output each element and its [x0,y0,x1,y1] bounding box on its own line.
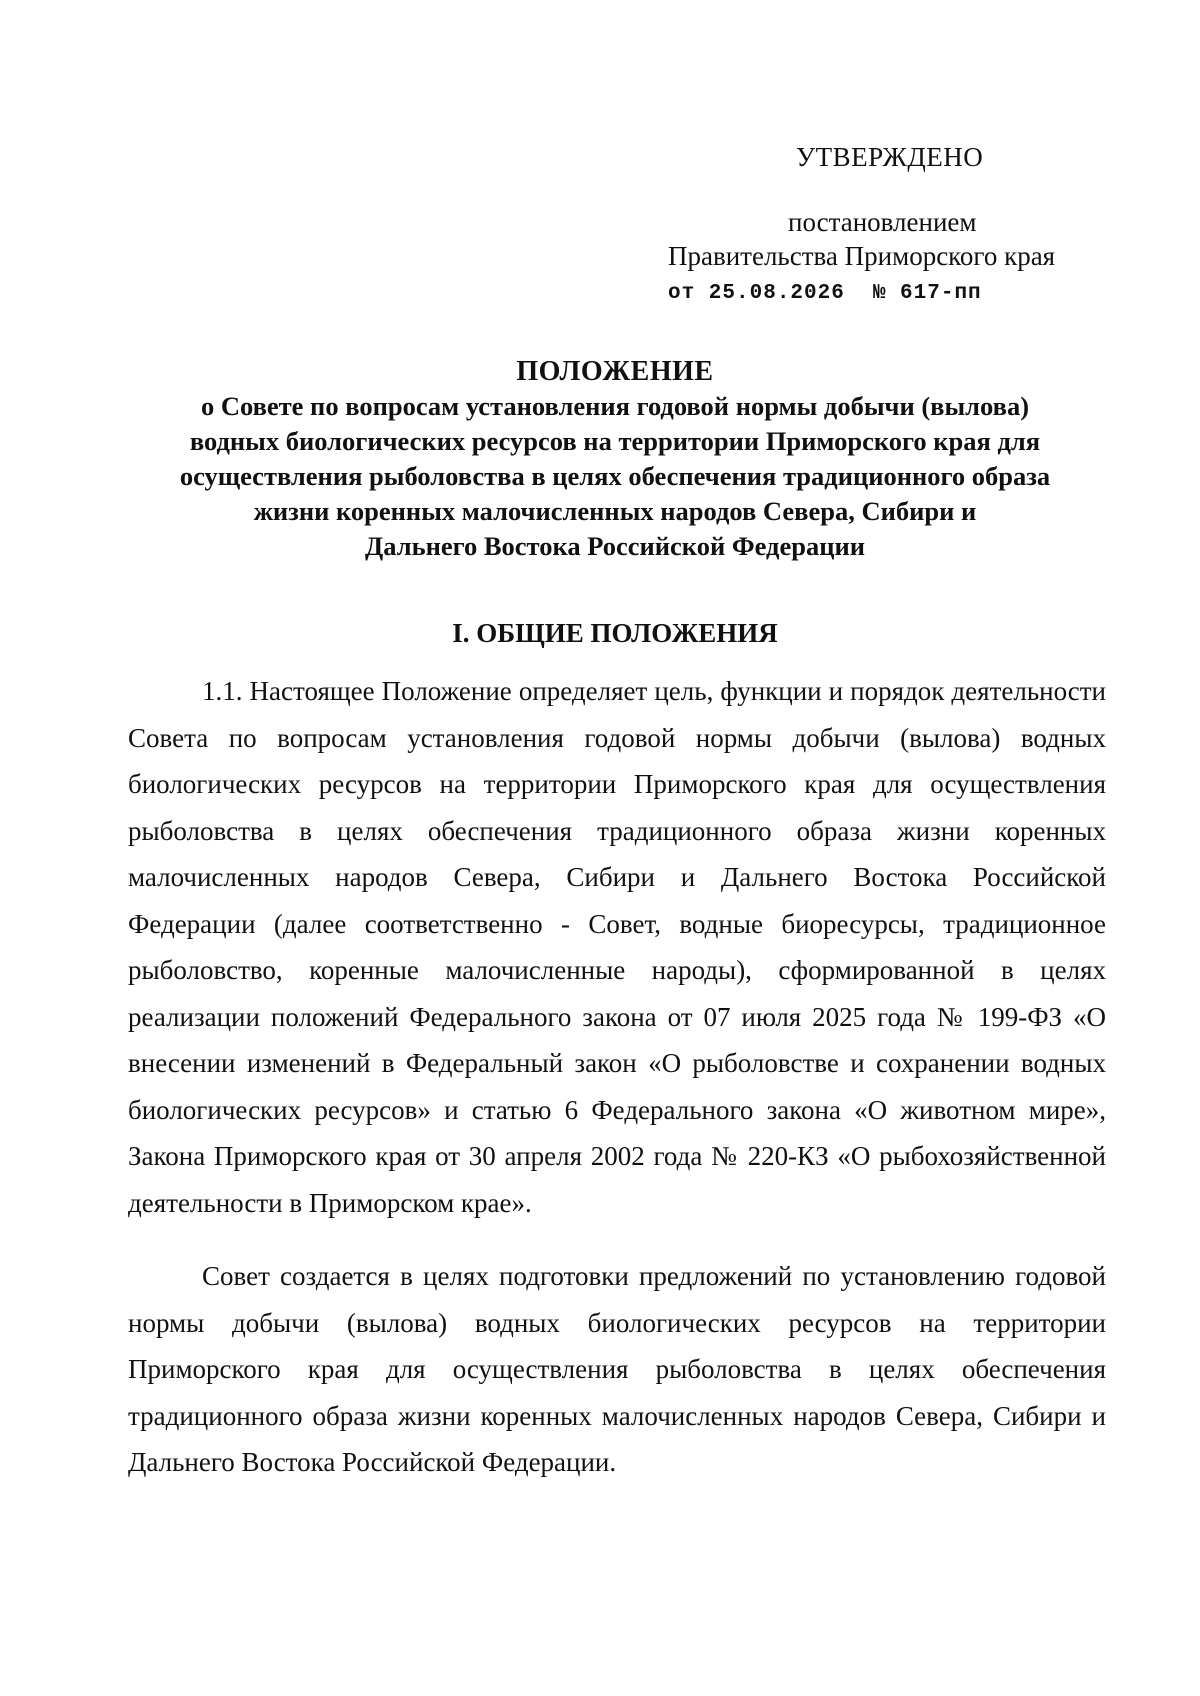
paragraph: 1.1. Настоящее Положение определяет цель, функции и порядок деятельности Совета по вопросам установления годовой нормы добычи (вылова) водных биологических ресурсов на территории Приморского края для осуществления рыболовства в целях обеспечения традиционного образа жизни коренных малочисленных народов Севера, Сибири и Дальнего Востока Российской Федерации (далее соответственно - Совет, водные биоресурсы, традиционное рыболовство, коренные малочисленные народы), сформированной в целях реализации положений Федерального закона от 07 июля 2025 года № 199-ФЗ «О внесении изменений в Федеральный закон «О рыболовстве и сохранении водных биологических ресурсов» и статью 6 Федерального закона «О животном мире», Закона Приморского края от 30 апреля 2002 года № 220-КЗ «О рыбохозяйственной деятельности в Приморском крае». [128,676,1106,1218]
decree-number: № 617-пп [872,282,982,305]
approval-stamp [668,140,1108,311]
section-body [128,668,1106,1486]
approval-decree [668,277,1108,311]
approval-heading: УТВЕРЖДЕНО [796,142,984,172]
title-line: осуществления рыболовства в целях обеспечения традиционного образа [179,461,1051,491]
document-title [120,354,1110,564]
title-line: Дальнего Востока Российской Федерации [364,531,866,561]
decree-date: от 25.08.2026 [668,282,845,305]
title-line: водных биологических ресурсов на территории Приморского края для [189,426,1041,456]
document-type: ПОЛОЖЕНИЕ [516,356,714,387]
title-line: жизни коренных малочисленных народов Севера, Сибири и [253,496,977,526]
section-heading: I. ОБЩИЕ ПОЛОЖЕНИЯ [452,618,778,648]
approval-authority: Правительства Приморского края [668,241,1056,271]
title-line: о Совете по вопросам установления годовой нормы добычи (вылова) [200,391,1030,421]
paragraph: Совет создается в целях подготовки предложений по установлению годовой нормы добычи (вылова) водных биологических ресурсов на территории Приморского края для осуществления рыболовства в целях обеспечения традиционного образа жизни коренных малочисленных народов Севера, Сибири и Дальнего Востока Российской Федерации. [128,1261,1106,1477]
approval-by: постановлением [788,207,977,237]
